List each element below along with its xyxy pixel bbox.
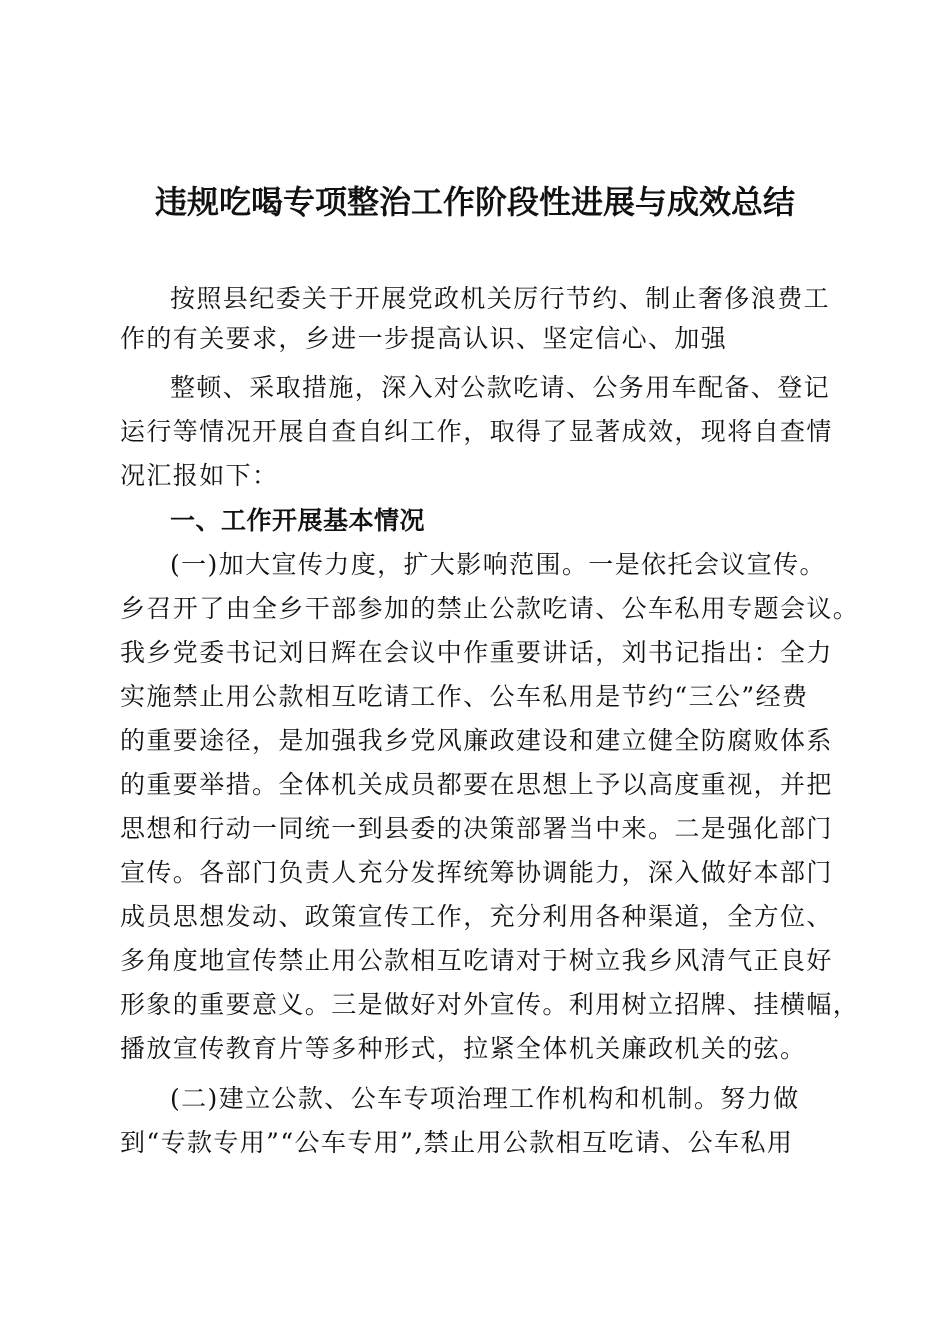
document-title: 违规吃喝专项整治工作阶段性进展与成效总结 xyxy=(154,183,795,221)
paragraph-3-line-6: 的重要举措。全体机关成员都要在思想上予以高度重视，并把 xyxy=(120,770,833,799)
paragraph-3-line-1: (一)加大宣传力度，扩大影响范围。一是依托会议宣传。 xyxy=(170,550,826,579)
paragraph-4-line-2: 到“专款专用”“公车专用”,禁止用公款相互吃请、公车私用 xyxy=(120,1128,794,1157)
paragraph-3-line-2: 乡召开了由全乡干部参加的禁止公款吃请、公车私用专题会议。 xyxy=(120,594,860,623)
section-heading-1: 一、工作开展基本情况 xyxy=(170,506,426,535)
paragraph-3-line-10: 多角度地宣传禁止用公款相互吃请对于树立我乡风清气正良好 xyxy=(120,946,833,975)
paragraph-3-line-7: 思想和行动一同统一到县委的决策部署当中来。二是强化部门 xyxy=(120,814,833,843)
paragraph-3-line-12: 播放宣传教育片等多种形式，拉紧全体机关廉政机关的弦。 xyxy=(120,1034,807,1063)
paragraph-1-line-1: 按照县纪委关于开展党政机关厉行节约、制止奢侈浪费工 xyxy=(170,284,831,313)
paragraph-1-line-2: 作的有关要求，乡进一步提高认识、坚定信心、加强 xyxy=(120,324,728,353)
paragraph-3-line-9: 成员思想发动、政策宣传工作，充分利用各种渠道，全方位、 xyxy=(120,902,833,931)
paragraph-2-line-1: 整顿、采取措施，深入对公款吃请、公务用车配备、登记 xyxy=(170,373,831,402)
paragraph-4-line-1: (二)建立公款、公车专项治理工作机构和机制。努力做 xyxy=(170,1084,800,1113)
paragraph-2-line-3: 况汇报如下： xyxy=(120,461,279,490)
paragraph-3-line-11: 形象的重要意义。三是做好对外宣传。利用树立招牌、挂横幅， xyxy=(120,990,860,1019)
paragraph-3-line-5: 的重要途径，是加强我乡党风廉政建设和建立健全防腐败体系 xyxy=(120,726,833,755)
paragraph-3-line-3: 我乡党委书记刘日辉在会议中作重要讲话，刘书记指出：全力 xyxy=(120,638,833,667)
paragraph-3-line-8: 宣传。各部门负责人充分发挥统筹协调能力，深入做好本部门 xyxy=(120,858,833,887)
paragraph-2-line-2: 运行等情况开展自查自纠工作，取得了显著成效，现将自查情 xyxy=(120,417,833,446)
paragraph-3-line-4: 实施禁止用公款相互吃请工作、公车私用是节约“三公”经费 xyxy=(120,682,809,711)
